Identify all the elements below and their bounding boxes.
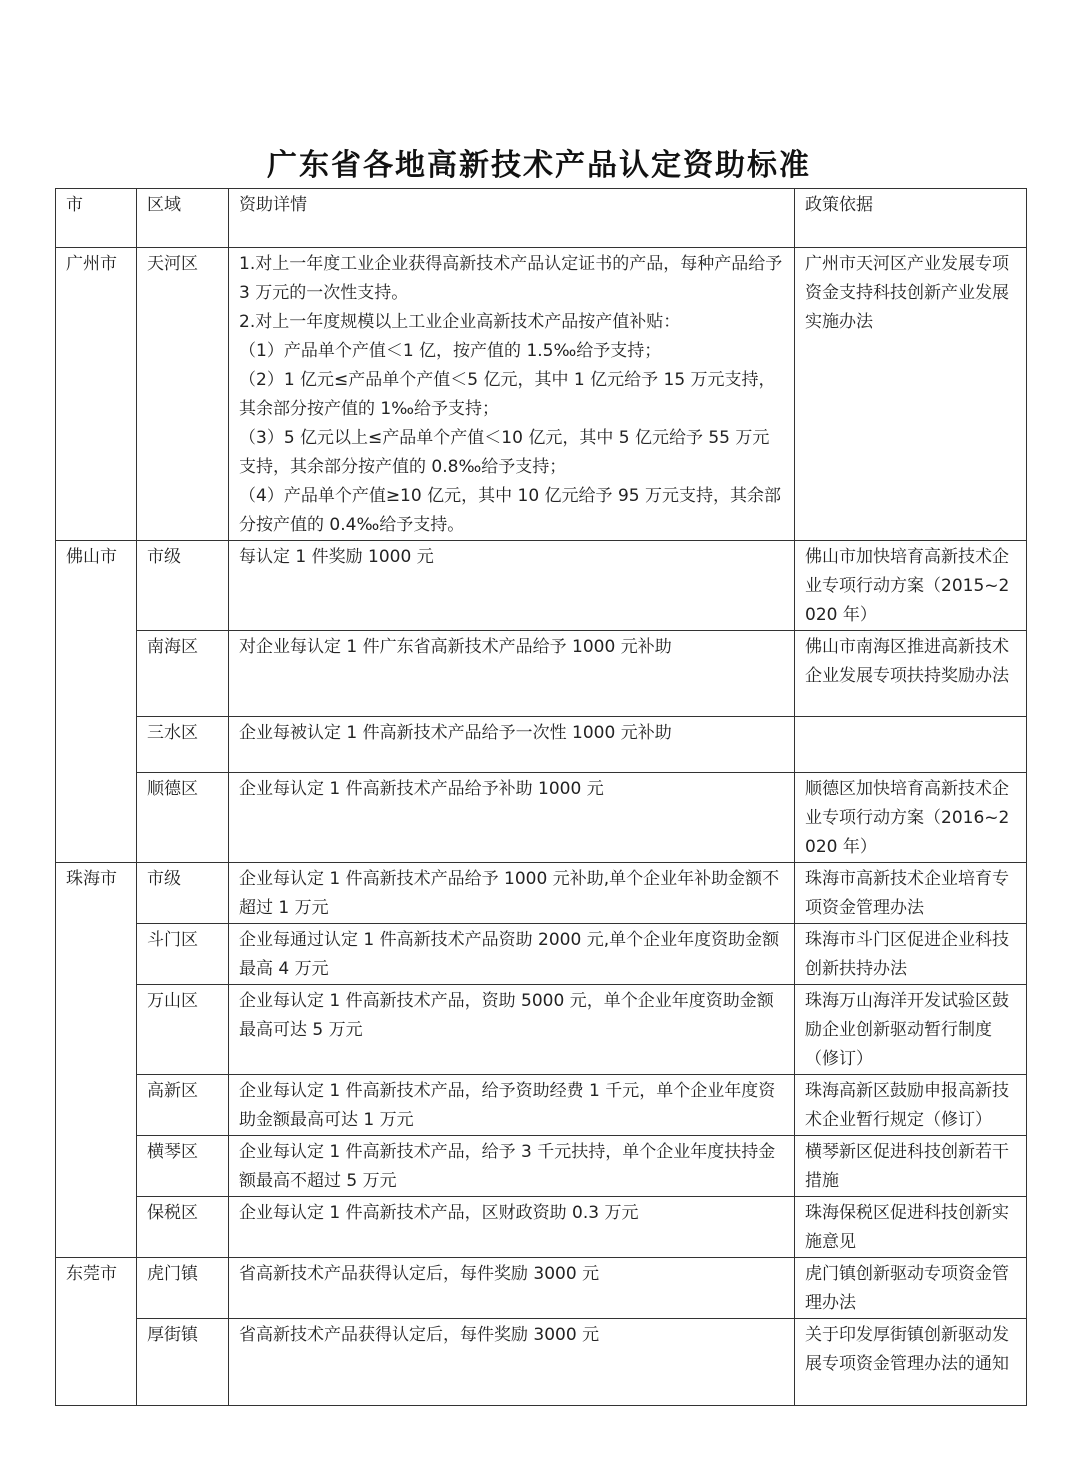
header-city: 市 <box>56 189 137 248</box>
header-area: 区域 <box>137 189 229 248</box>
city-cell-dongguan: 东莞市 <box>56 1258 137 1406</box>
table-row <box>56 717 1027 773</box>
subsidy-table <box>55 188 1027 1406</box>
header-detail: 资助详情 <box>229 189 795 248</box>
detail-cell: 企业每认定 1 件高新技术产品，给予资助经费 1 千元，单个企业年度资助金额最高可达 1 万元 <box>229 1075 795 1136</box>
policy-cell: 珠海高新区鼓励申报高新技术企业暂行规定（修订） <box>795 1075 1027 1136</box>
policy-cell: 珠海市斗门区促进企业科技创新扶持办法 <box>795 924 1027 985</box>
area-cell: 市级 <box>137 541 229 631</box>
city-cell-guangzhou: 广州市 <box>56 248 137 541</box>
policy-cell <box>795 717 1027 773</box>
table-row <box>56 863 1027 924</box>
detail-cell <box>229 248 795 541</box>
policy-cell: 广州市天河区产业发展专项资金支持科技创新产业发展实施办法 <box>795 248 1027 541</box>
table-row <box>56 985 1027 1075</box>
policy-cell: 珠海万山海洋开发试验区鼓励企业创新驱动暂行制度（修订） <box>795 985 1027 1075</box>
table-row <box>56 773 1027 863</box>
policy-cell: 关于印发厚街镇创新驱动发展专项资金管理办法的通知 <box>795 1319 1027 1406</box>
detail-cell: 企业每认定 1 件高新技术产品给予补助 1000 元 <box>229 773 795 863</box>
area-cell: 斗门区 <box>137 924 229 985</box>
area-cell: 顺德区 <box>137 773 229 863</box>
table-row <box>56 1319 1027 1406</box>
detail-cell: 企业每认定 1 件高新技术产品，区财政资助 0.3 万元 <box>229 1197 795 1258</box>
policy-cell: 佛山市加快培育高新技术企业专项行动方案（2015~2020 年） <box>795 541 1027 631</box>
detail-cell: 企业每通过认定 1 件高新技术产品资助 2000 元,单个企业年度资助金额最高 4 万元 <box>229 924 795 985</box>
policy-cell: 珠海市高新技术企业培育专项资金管理办法 <box>795 863 1027 924</box>
detail-cell: 企业每认定 1 件高新技术产品给予 1000 元补助,单个企业年补助金额不超过 1 万元 <box>229 863 795 924</box>
detail-line: （3）5 亿元以上≤产品单个产值＜10 亿元，其中 5 亿元给予 55 万元支持，其余部分按产值的 0.8‰给予支持； <box>239 428 770 477</box>
area-cell: 万山区 <box>137 985 229 1075</box>
header-row <box>56 189 1027 248</box>
detail-line: （2）1 亿元≤产品单个产值＜5 亿元，其中 1 亿元给予 15 万元支持，其余部分按产值的 1‰给予支持； <box>239 370 776 419</box>
detail-cell: 企业每认定 1 件高新技术产品，给予 3 千元扶持，单个企业年度扶持金额最高不超过 5 万元 <box>229 1136 795 1197</box>
detail-cell: 对企业每认定 1 件广东省高新技术产品给予 1000 元补助 <box>229 631 795 717</box>
table-row <box>56 1075 1027 1136</box>
detail-cell: 省高新技术产品获得认定后，每件奖励 3000 元 <box>229 1319 795 1406</box>
detail-line: （4）产品单个产值≥10 亿元，其中 10 亿元给予 95 万元支持，其余部分按产值的 0.4‰给予支持。 <box>239 486 781 535</box>
policy-cell: 顺德区加快培育高新技术企业专项行动方案（2016~2020 年） <box>795 773 1027 863</box>
table-row <box>56 1197 1027 1258</box>
area-cell: 虎门镇 <box>137 1258 229 1319</box>
city-cell-zhuhai: 珠海市 <box>56 863 137 1258</box>
detail-line: （1）产品单个产值＜1 亿，按产值的 1.5‰给予支持； <box>239 341 662 361</box>
area-cell: 横琴区 <box>137 1136 229 1197</box>
header-policy: 政策依据 <box>795 189 1027 248</box>
policy-cell: 横琴新区促进科技创新若干措施 <box>795 1136 1027 1197</box>
detail-line: 2.对上一年度规模以上工业企业高新技术产品按产值补贴： <box>239 312 681 332</box>
area-cell: 南海区 <box>137 631 229 717</box>
city-cell-foshan: 佛山市 <box>56 541 137 863</box>
table-row <box>56 1136 1027 1197</box>
table-row <box>56 924 1027 985</box>
detail-cell: 每认定 1 件奖励 1000 元 <box>229 541 795 631</box>
table-row <box>56 1258 1027 1319</box>
detail-line: 1.对上一年度工业企业获得高新技术产品认定证书的产品，每种产品给予 3 万元的一次性支持。 <box>239 254 783 303</box>
page-title: 广东省各地高新技术产品认定资助标准 <box>267 148 811 183</box>
area-cell: 保税区 <box>137 1197 229 1258</box>
detail-cell: 省高新技术产品获得认定后，每件奖励 3000 元 <box>229 1258 795 1319</box>
area-cell: 厚街镇 <box>137 1319 229 1406</box>
policy-cell: 佛山市南海区推进高新技术企业发展专项扶持奖励办法 <box>795 631 1027 717</box>
policy-cell: 虎门镇创新驱动专项资金管理办法 <box>795 1258 1027 1319</box>
area-cell: 市级 <box>137 863 229 924</box>
area-cell: 天河区 <box>137 248 229 541</box>
area-cell: 高新区 <box>137 1075 229 1136</box>
table-row <box>56 541 1027 631</box>
detail-cell: 企业每认定 1 件高新技术产品，资助 5000 元，单个企业年度资助金额最高可达 5 万元 <box>229 985 795 1075</box>
table-row <box>56 248 1027 541</box>
area-cell: 三水区 <box>137 717 229 773</box>
policy-cell: 珠海保税区促进科技创新实施意见 <box>795 1197 1027 1258</box>
table-row <box>56 631 1027 717</box>
detail-cell: 企业每被认定 1 件高新技术产品给予一次性 1000 元补助 <box>229 717 795 773</box>
